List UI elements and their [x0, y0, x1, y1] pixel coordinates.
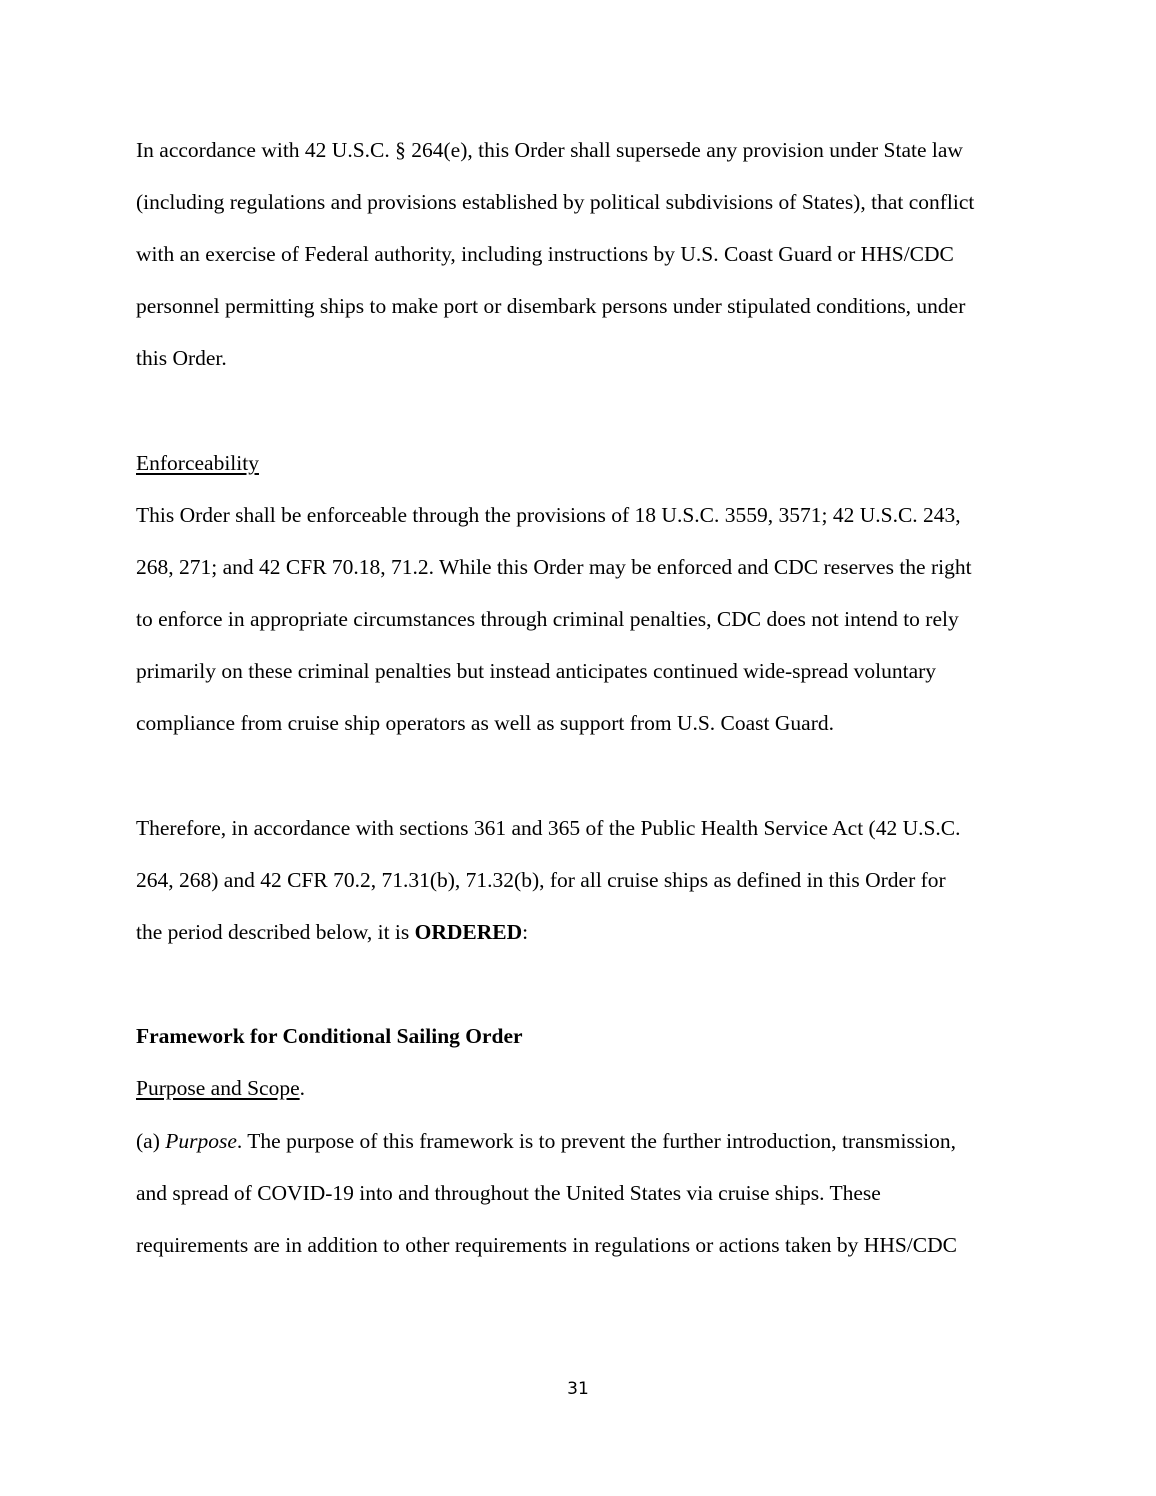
therefore-line-3-prefix: the period described below, it is: [136, 920, 415, 944]
enforceability-line-4: primarily on these criminal penalties but instead anticipates continued wide-spread voluntary: [136, 659, 937, 683]
purpose-line-3: requirements are in addition to other requirements in regulations or actions taken by HHS/CDC: [136, 1233, 957, 1257]
supersede-line-4: personnel permitting ships to make port or disembark persons under stipulated conditions, under: [136, 294, 966, 318]
purpose-line-1-rest: . The purpose of this framework is to prevent the further introduction, transmission,: [236, 1129, 957, 1153]
supersede-line-2: (including regulations and provisions established by political subdivisions of States), that conflict: [136, 190, 975, 214]
purpose-prefix: (a): [136, 1129, 166, 1153]
purpose-label: Purpose: [165, 1129, 237, 1153]
enforceability-line-1: This Order shall be enforceable through the provisions of 18 U.S.C. 3559, 3571; 42 U.S.C. 243,: [136, 503, 961, 527]
ordered-keyword: ORDERED: [414, 920, 523, 944]
framework-heading: Framework for Conditional Sailing Order: [136, 1024, 523, 1048]
therefore-line-3: [136, 919, 528, 945]
supersede-line-3: with an exercise of Federal authority, including instructions by U.S. Coast Guard or HHS/CDC: [136, 242, 954, 266]
purpose-scope-period: .: [299, 1076, 305, 1100]
therefore-line-1: Therefore, in accordance with sections 361 and 365 of the Public Health Service Act (42 U.S.C.: [136, 816, 961, 840]
purpose-scope-label: Purpose and Scope: [136, 1076, 300, 1100]
purpose-scope-heading: [136, 1075, 305, 1101]
enforceability-heading: Enforceability: [136, 451, 259, 475]
purpose-line-1: [136, 1128, 956, 1154]
enforceability-line-5: compliance from cruise ship operators as well as support from U.S. Coast Guard.: [136, 711, 834, 735]
enforceability-line-3: to enforce in appropriate circumstances through criminal penalties, CDC does not intend to rely: [136, 607, 959, 631]
page-number: 31: [567, 1379, 589, 1399]
supersede-line-5: this Order.: [136, 346, 227, 370]
purpose-line-2: and spread of COVID-19 into and throughout the United States via cruise ships. These: [136, 1181, 881, 1205]
enforceability-line-2: 268, 271; and 42 CFR 70.18, 71.2. While this Order may be enforced and CDC reserves the right: [136, 555, 972, 579]
therefore-line-2: 264, 268) and 42 CFR 70.2, 71.31(b), 71.32(b), for all cruise ships as defined in this Order for: [136, 868, 946, 892]
supersede-line-1: In accordance with 42 U.S.C. § 264(e), this Order shall supersede any provision under State law: [136, 138, 963, 162]
therefore-line-3-suffix: :: [522, 920, 529, 944]
